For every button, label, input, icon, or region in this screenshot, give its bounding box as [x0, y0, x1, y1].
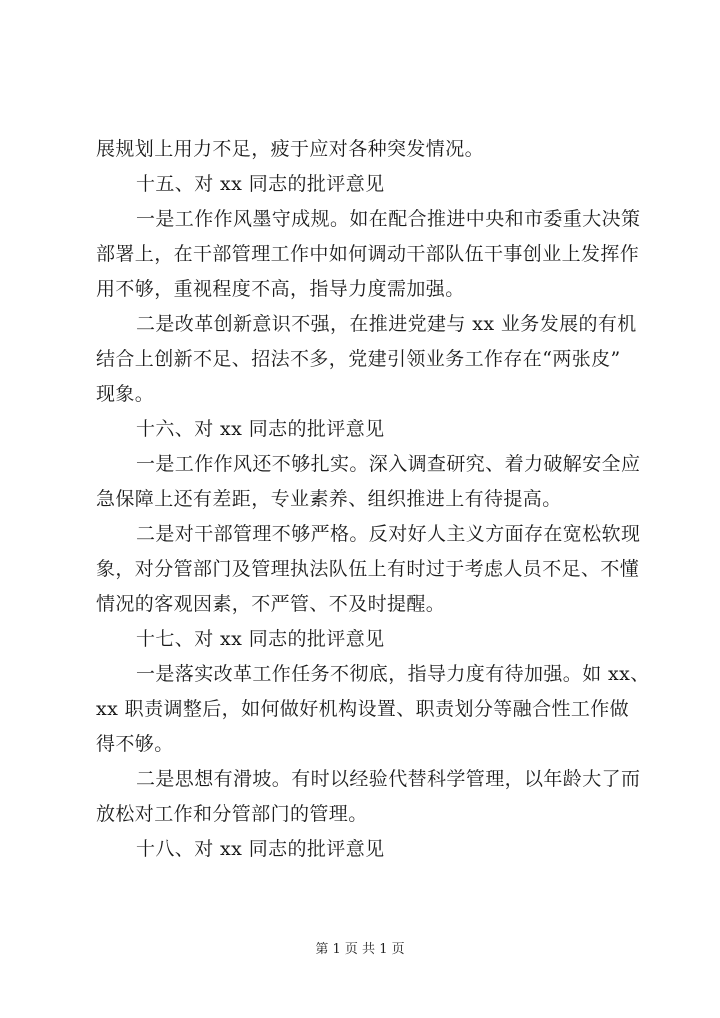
body-line-20: 放松对工作和分管部门的管理。 [96, 803, 368, 825]
body-line-12: 二是对干部管理不够严格。反对好人主义方面存在宽松软现 [136, 523, 641, 545]
body-line-6: 二是改革创新意识不强，在推进党建与 xx 业务发展的有机 [136, 313, 637, 335]
page-number-label: 第 1 页 共 1 页 [315, 942, 405, 957]
section-heading-15: 十五、对 xx 同志的批评意见 [136, 173, 385, 195]
section-heading-18: 十八、对 xx 同志的批评意见 [136, 838, 385, 860]
body-line-4: 部署上，在干部管理工作中如何调动干部队伍干事创业上发挥作 [96, 243, 640, 265]
body-line-13: 象，对分管部门及管理执法队伍上有时过于考虑人员不足、不懂 [96, 558, 640, 580]
body-line-7: 结合上创新不足、招法不多，党建引领业务工作存在“两张皮” [96, 348, 621, 370]
body-line-16: 一是落实改革工作任务不彻底，指导力度有待加强。如 xx、 [136, 663, 650, 685]
body-line-17: xx 职责调整后，如何做好机构设置、职责划分等融合性工作做 [96, 698, 630, 720]
body-line-11: 急保障上还有差距，专业素养、组织推进上有待提高。 [96, 488, 562, 510]
section-heading-17: 十七、对 xx 同志的批评意见 [136, 628, 385, 650]
section-heading-16: 十六、对 xx 同志的批评意见 [136, 418, 385, 440]
body-line-8: 现象。 [96, 383, 155, 405]
body-line-3: 一是工作作风墨守成规。如在配合推进中央和市委重大决策 [136, 208, 641, 230]
body-line-14: 情况的客观因素，不严管、不及时提醒。 [96, 593, 446, 615]
document-body [96, 132, 650, 867]
body-line-1: 展规划上用力不足，疲于应对各种突发情况。 [96, 138, 485, 160]
body-line-19: 二是思想有滑坡。有时以经验代替科学管理，以年龄大了而 [136, 768, 641, 790]
body-line-10: 一是工作作风还不够扎实。深入调查研究、着力破解安全应 [136, 453, 641, 475]
body-line-18: 得不够。 [96, 733, 174, 755]
body-line-5: 用不够，重视程度不高，指导力度需加强。 [96, 278, 465, 300]
page-footer [0, 938, 720, 957]
